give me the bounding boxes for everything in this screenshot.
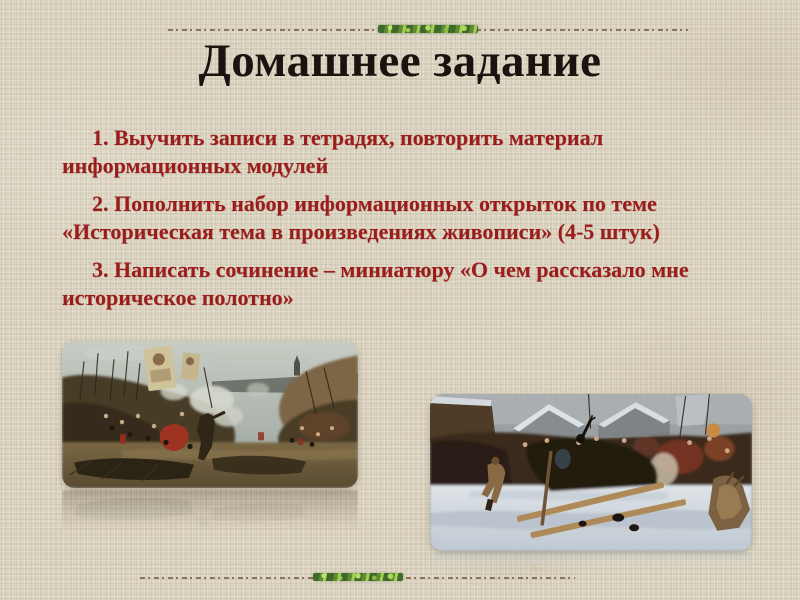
task-item-3 [62, 256, 762, 312]
task-1-line-2: информационных модулей [62, 153, 329, 178]
historical-painting-winter-crowd [430, 394, 752, 551]
task-3-line-1: 3. Написать сочинение – миниатюру «О чем рассказало мне [92, 257, 689, 282]
task-3-line-2: историческое полотно» [62, 285, 294, 310]
task-item-2 [62, 190, 762, 246]
task-2-line-2: «Историческая тема в произведениях живописи» (4-5 штук) [62, 219, 660, 244]
task-item-1 [62, 124, 762, 180]
leaf-ornament-icon [313, 573, 403, 581]
painting-right-reflection [430, 553, 752, 577]
task-1-line-1: 1. Выучить записи в тетрадях, повторить материал [92, 125, 604, 150]
decorative-divider-bottom [140, 576, 575, 580]
decorative-divider-top [168, 28, 688, 32]
leaf-ornament-icon [378, 25, 478, 33]
slide-title: Домашнее задание [198, 35, 602, 87]
homework-task-list [62, 124, 762, 322]
painting-left-reflection [62, 490, 358, 538]
painting-canvas [430, 394, 752, 551]
historical-painting-battle-on-river [62, 341, 358, 488]
task-2-line-1: 2. Пополнить набор информационных открыток по теме [92, 191, 657, 216]
painting-canvas [62, 341, 358, 488]
